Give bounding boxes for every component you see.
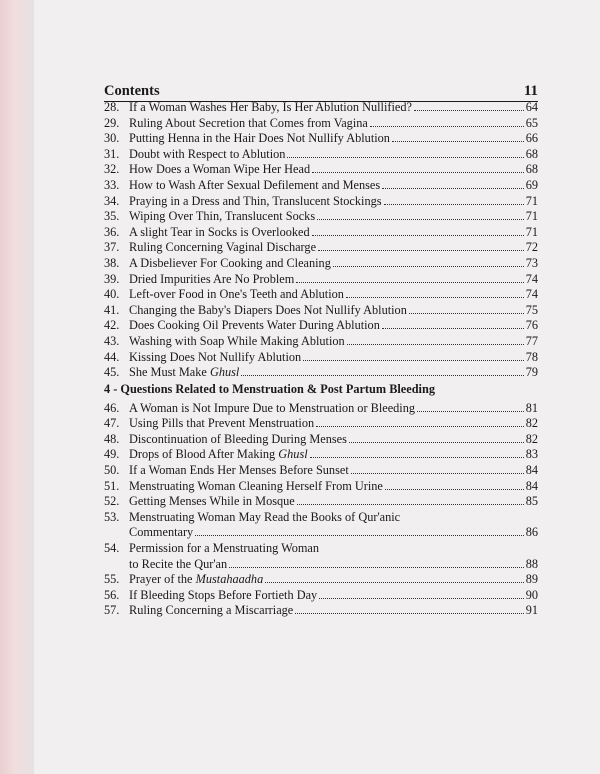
toc-entry [104, 350, 538, 366]
entry-number: 28. [104, 100, 120, 114]
dot-leader [316, 426, 524, 427]
entry-number: 34. [104, 193, 120, 208]
entry-page: 71 [525, 224, 538, 239]
dot-leader [392, 141, 524, 142]
toc-entry [104, 194, 538, 210]
entry-number: 31. [104, 146, 120, 161]
dot-leader [310, 457, 524, 458]
entry-title: If Bleeding Stops Before Fortieth Day [129, 587, 318, 602]
dot-leader [417, 411, 524, 412]
entry-page: 90 [525, 587, 538, 602]
toc-entry [104, 588, 538, 604]
entry-title-line2: Commentary [129, 525, 194, 540]
entry-page: 89 [525, 572, 538, 587]
entry-page: 82 [525, 431, 538, 446]
entry-number: 55. [104, 572, 120, 587]
dot-leader [333, 266, 524, 267]
entry-title-line2: to Recite the Qur'an [129, 556, 228, 571]
dot-leader [382, 328, 524, 329]
entry-number: 44. [104, 349, 120, 364]
entry-number: 36. [104, 224, 120, 239]
entry-page: 69 [525, 177, 538, 192]
entry-title: How to Wash After Sexual Defilement and Menses [129, 177, 381, 192]
dot-leader [296, 282, 523, 283]
entry-page: 86 [525, 525, 538, 540]
entry-page: 71 [525, 193, 538, 208]
entry-title: Menstruating Woman Cleaning Herself From Urine [129, 478, 383, 493]
dot-leader [195, 535, 523, 536]
dot-leader [318, 250, 524, 251]
dot-leader [385, 489, 524, 490]
entry-page: 75 [525, 302, 538, 317]
entry-title: Discontinuation of Bleeding During Menses [129, 431, 347, 446]
toc-entry [104, 603, 538, 619]
toc-entry [104, 116, 538, 132]
entry-number: 39. [104, 271, 120, 286]
entry-page: 72 [525, 240, 538, 255]
entry-number: 40. [104, 287, 120, 302]
toc-entry [104, 272, 538, 288]
dot-leader [351, 473, 524, 474]
toc-entry [104, 432, 538, 448]
dot-leader [317, 219, 524, 220]
entry-page: 84 [525, 478, 538, 493]
entry-title: A slight Tear in Socks is Overlooked [129, 224, 310, 239]
toc-entry [104, 463, 538, 479]
entry-number: 35. [104, 209, 120, 224]
entry-page: 91 [525, 603, 538, 618]
entry-page: 65 [525, 115, 538, 130]
dot-leader [346, 297, 524, 298]
entry-number: 33. [104, 177, 120, 192]
toc-group-menstruation-b [104, 463, 538, 510]
toc-entry [104, 541, 538, 572]
entry-number: 50. [104, 463, 120, 478]
entry-title: Prayer of the Mustahaadha [129, 572, 264, 587]
entry-page: 85 [525, 494, 538, 509]
entry-number: 41. [104, 302, 120, 317]
entry-title: Washing with Soap While Making Ablution [129, 333, 345, 348]
entry-title: She Must Make Ghusl [129, 365, 240, 380]
toc-entry [104, 147, 538, 163]
entry-title: If a Woman Washes Her Baby, Is Her Ablution Nullified? [129, 100, 412, 114]
toc-entry [104, 334, 538, 350]
entry-page: 78 [525, 349, 538, 364]
entry-number: 51. [104, 478, 120, 493]
toc-entry [104, 510, 538, 541]
entry-title: Doubt with Respect to Ablution [129, 146, 286, 161]
entry-number: 57. [104, 603, 120, 618]
entry-number: 47. [104, 416, 120, 431]
entry-title: Left-over Food in One's Teeth and Ablution [129, 287, 344, 302]
toc-entry [104, 162, 538, 178]
entry-title-line1: Menstruating Woman May Read the Books of Qur'anic [129, 509, 401, 524]
entry-number: 45. [104, 365, 120, 380]
entry-page: 83 [525, 447, 538, 462]
header-title: Contents [104, 83, 160, 99]
section-title: 4 - Questions Related to Menstruation & Post Partum Bleeding [104, 381, 435, 396]
toc-entry [104, 209, 538, 225]
toc-entry [104, 303, 538, 319]
toc-entry [104, 318, 538, 334]
entry-title: Dried Impurities Are No Problem [129, 271, 295, 286]
toc-entry [104, 100, 538, 116]
toc-entry [104, 225, 538, 241]
toc-entry [104, 256, 538, 272]
entry-page: 76 [525, 318, 538, 333]
toc-entry [104, 365, 538, 381]
entry-number: 30. [104, 131, 120, 146]
entry-title-line1: Permission for a Menstruating Woman [129, 541, 320, 556]
dot-leader [370, 126, 524, 127]
entry-page: 68 [525, 146, 538, 161]
toc-entry [104, 572, 538, 588]
entry-title: A Woman is Not Impure Due to Menstruation or Bleeding [129, 400, 416, 415]
dot-leader [319, 598, 524, 599]
toc-entry [104, 447, 538, 463]
entry-page: 74 [525, 271, 538, 286]
entry-page: 81 [525, 400, 538, 415]
entry-number: 46. [104, 400, 120, 415]
toc-entry [104, 178, 538, 194]
entry-page: 66 [525, 131, 538, 146]
entry-number: 37. [104, 240, 120, 255]
dot-leader [297, 504, 524, 505]
dot-leader [382, 188, 524, 189]
entry-page: 74 [525, 287, 538, 302]
entry-title: Putting Henna in the Hair Does Not Nullify Ablution [129, 131, 390, 146]
entry-number: 43. [104, 333, 120, 348]
dot-leader [312, 172, 524, 173]
entry-title: If a Woman Ends Her Menses Before Sunset [129, 463, 349, 478]
book-spine-edge [0, 0, 34, 774]
toc-group-menstruation-a [104, 401, 538, 448]
entry-number: 54. [104, 541, 120, 556]
entry-number: 38. [104, 255, 120, 270]
entry-number: 42. [104, 318, 120, 333]
entry-page: 71 [525, 209, 538, 224]
toc-entry [104, 416, 538, 432]
dot-leader [347, 344, 524, 345]
entry-number: 52. [104, 494, 120, 509]
toc-entry [104, 494, 538, 510]
dot-leader [384, 204, 524, 205]
entry-title: Praying in a Dress and Thin, Translucent Stockings [129, 193, 382, 208]
entry-title: Changing the Baby's Diapers Does Not Nullify Ablution [129, 302, 407, 317]
entry-number: 32. [104, 162, 120, 177]
toc-entry [104, 240, 538, 256]
entry-page: 82 [525, 416, 538, 431]
entry-page: 73 [525, 255, 538, 270]
table-of-contents [104, 100, 538, 619]
toc-entry [104, 131, 538, 147]
entry-title: Kissing Does Not Nullify Ablution [129, 349, 302, 364]
entry-page: 77 [525, 333, 538, 348]
dot-leader [287, 157, 523, 158]
toc-group-menstruation-c [104, 588, 538, 619]
entry-title: Using Pills that Prevent Menstruation [129, 416, 315, 431]
dot-leader [414, 110, 524, 111]
dot-leader [265, 582, 523, 583]
section-heading [104, 381, 538, 398]
entry-number: 48. [104, 431, 120, 446]
entry-title: Ruling About Secretion that Comes from Vagina [129, 115, 368, 130]
entry-title: Ruling Concerning Vaginal Discharge [129, 240, 317, 255]
toc-group-ablution [104, 100, 538, 365]
entry-title: Getting Menses While in Mosque [129, 494, 295, 509]
dot-leader [241, 375, 523, 376]
entry-number: 49. [104, 447, 120, 462]
entry-title: A Disbeliever For Cooking and Cleaning [129, 255, 331, 270]
toc-entry [104, 479, 538, 495]
dot-leader [349, 442, 524, 443]
dot-leader [303, 360, 524, 361]
entry-number: 56. [104, 587, 120, 602]
entry-title: Does Cooking Oil Prevents Water During Ablution [129, 318, 380, 333]
entry-page: 84 [525, 463, 538, 478]
dot-leader [229, 567, 524, 568]
entry-title: Wiping Over Thin, Translucent Socks [129, 209, 316, 224]
entry-page: 79 [525, 365, 538, 380]
entry-page: 68 [525, 162, 538, 177]
entry-title: Drops of Blood After Making Ghusl [129, 447, 308, 462]
entry-number: 53. [104, 509, 120, 524]
dot-leader [295, 613, 523, 614]
entry-number: 29. [104, 115, 120, 130]
toc-entry [104, 287, 538, 303]
entry-page: 88 [525, 556, 538, 571]
entry-page: 64 [525, 100, 538, 114]
dot-leader [409, 313, 524, 314]
toc-entry [104, 401, 538, 417]
dot-leader [312, 235, 524, 236]
header-page-number: 11 [523, 83, 538, 99]
entry-title: Ruling Concerning a Miscarriage [129, 603, 294, 618]
entry-title: How Does a Woman Wipe Her Head [129, 162, 311, 177]
